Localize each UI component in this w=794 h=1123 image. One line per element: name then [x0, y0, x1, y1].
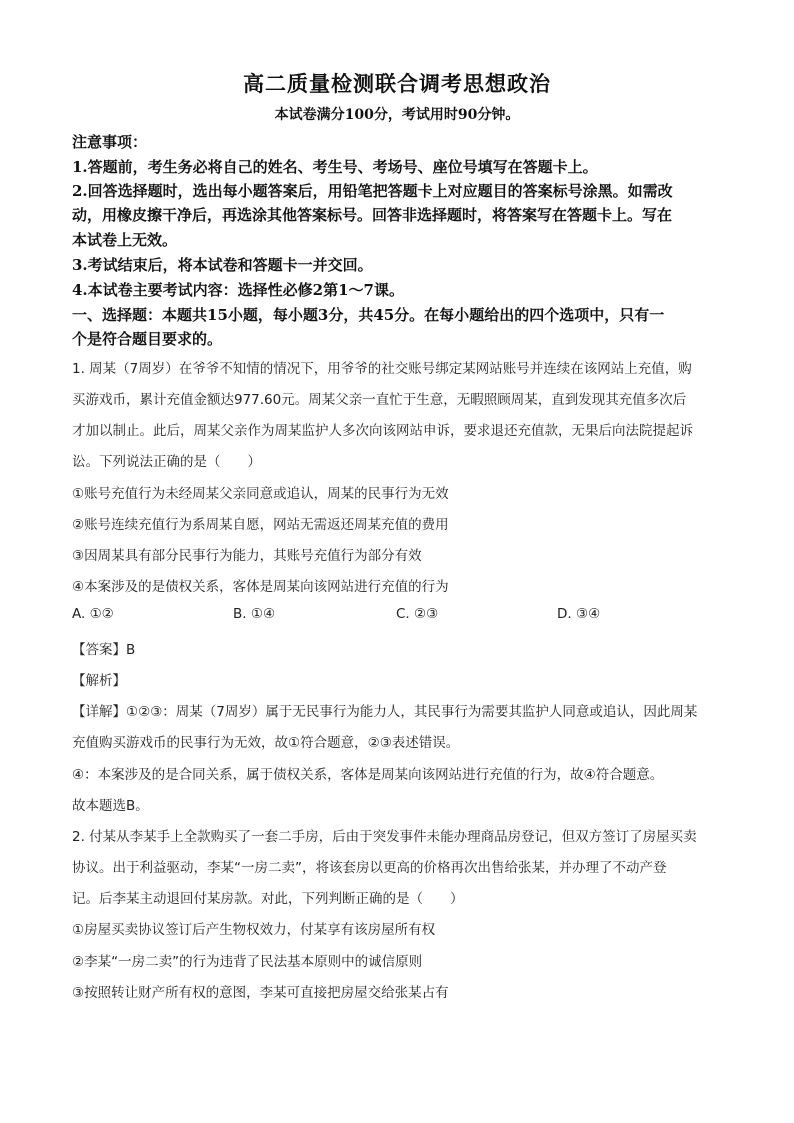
exam-title: 高二质量检测联合调考思想政治 [243, 71, 551, 96]
q1-detail-line: 【详解】①②③：周某（7周岁）属于无民事行为能力人，其民事行为需要其监护人同意或追认，因此周某 [72, 704, 698, 720]
q1-option-b: B. ①④ [233, 606, 276, 622]
q2-stem-line: 2. 付某从李某手上全款购买了一套二手房，后由于突发事件未能办理商品房登记，但双方签订了房屋买卖 [72, 829, 697, 845]
q1-detail-line: ④：本案涉及的是合同关系，属于债权关系，客体是周某向该网站进行充值的行为，故④符合题意。 [72, 767, 664, 783]
q2-statement: ①房屋买卖协议签订后产生物权效力，付某享有该房屋所有权 [72, 922, 436, 938]
q1-statement: ③因周某具有部分民事行为能力，其账号充值行为部分有效 [72, 548, 422, 564]
exam-subtitle: 本试卷满分100分，考试用时90分钟。 [274, 107, 520, 123]
q1-answer: 【答案】B [72, 642, 136, 658]
q1-statement: ①账号充值行为未经周某父亲同意或追认，周某的民事行为无效 [72, 486, 449, 502]
notice-heading: 注意事项： [72, 133, 148, 151]
q1-detail-line: 充值购买游戏币的民事行为无效，故①符合题意，②③表述错误。 [72, 735, 460, 751]
section-heading-line: 个是符合题目要求的。 [72, 330, 223, 348]
q1-option-d: D. ③④ [557, 606, 601, 622]
q1-statement: ④本案涉及的是债权关系，客体是周某向该网站进行充值的行为 [72, 579, 449, 595]
notice-line: 3.考试结束后，将本试卷和答题卡一并交回。 [72, 256, 373, 274]
q1-option-c: C. ②③ [396, 606, 439, 622]
q1-option-a: A. ①② [72, 606, 114, 622]
q1-stem-line: 1. 周某（7周岁）在爷爷不知情的情况下，用爷爷的社交账号绑定某网站账号并连续在该网站上充值，购 [72, 361, 692, 377]
notice-line: 1.答题前，考生务必将自己的姓名、考生号、考场号、座位号填写在答题卡上。 [72, 158, 598, 176]
q2-stem-line: 记。后李某主动退回付某房款。对此，下列判断正确的是（ ） [72, 891, 464, 907]
q2-statement: ③按照转让财产所有权的意图，李某可直接把房屋交给张某占有 [72, 985, 449, 1001]
notice-line: 4.本试卷主要考试内容：选择性必修2第1～7课。 [72, 281, 404, 299]
section-heading-line: 一、选择题：本题共15小题，每小题3分，共45分。在每小题给出的四个选项中，只有一 [72, 306, 665, 324]
q1-stem-line: 买游戏币，累计充值金额达977.60元。周某父亲一直忙于生意，无暇照顾周某，直到发现其充值多次后 [72, 392, 687, 408]
notice-line: 2.回答选择题时，选出每小题答案后，用铅笔把答题卡上对应题目的答案标号涂黑。如需改 [72, 182, 673, 200]
q1-detail-line: 故本题选B。 [72, 798, 149, 814]
q1-stem-line: 讼。下列说法正确的是（ ） [72, 454, 261, 470]
q2-statement: ②李某“一房二卖”的行为违背了民法基本原则中的诚信原则 [72, 954, 423, 970]
notice-line: 动，用橡皮擦干净后，再选涂其他答案标号。回答非选择题时，将答案写在答题卡上。写在 [72, 206, 673, 224]
q1-statement: ②账号连续充值行为系周某自愿，网站无需返还周某充值的费用 [72, 517, 449, 533]
q2-stem-line: 协议。出于利益驱动，李某“一房二卖”，将该套房以更高的价格再次出售给张某，并办理了不动产登 [72, 860, 667, 876]
q1-analysis-label: 【解析】 [72, 673, 126, 689]
notice-line: 本试卷上无效。 [72, 231, 178, 249]
q1-stem-line: 才加以制止。此后，周某父亲作为周某监护人多次向该网站申诉，要求退还充值款，无果后向法院提起诉 [72, 423, 693, 439]
